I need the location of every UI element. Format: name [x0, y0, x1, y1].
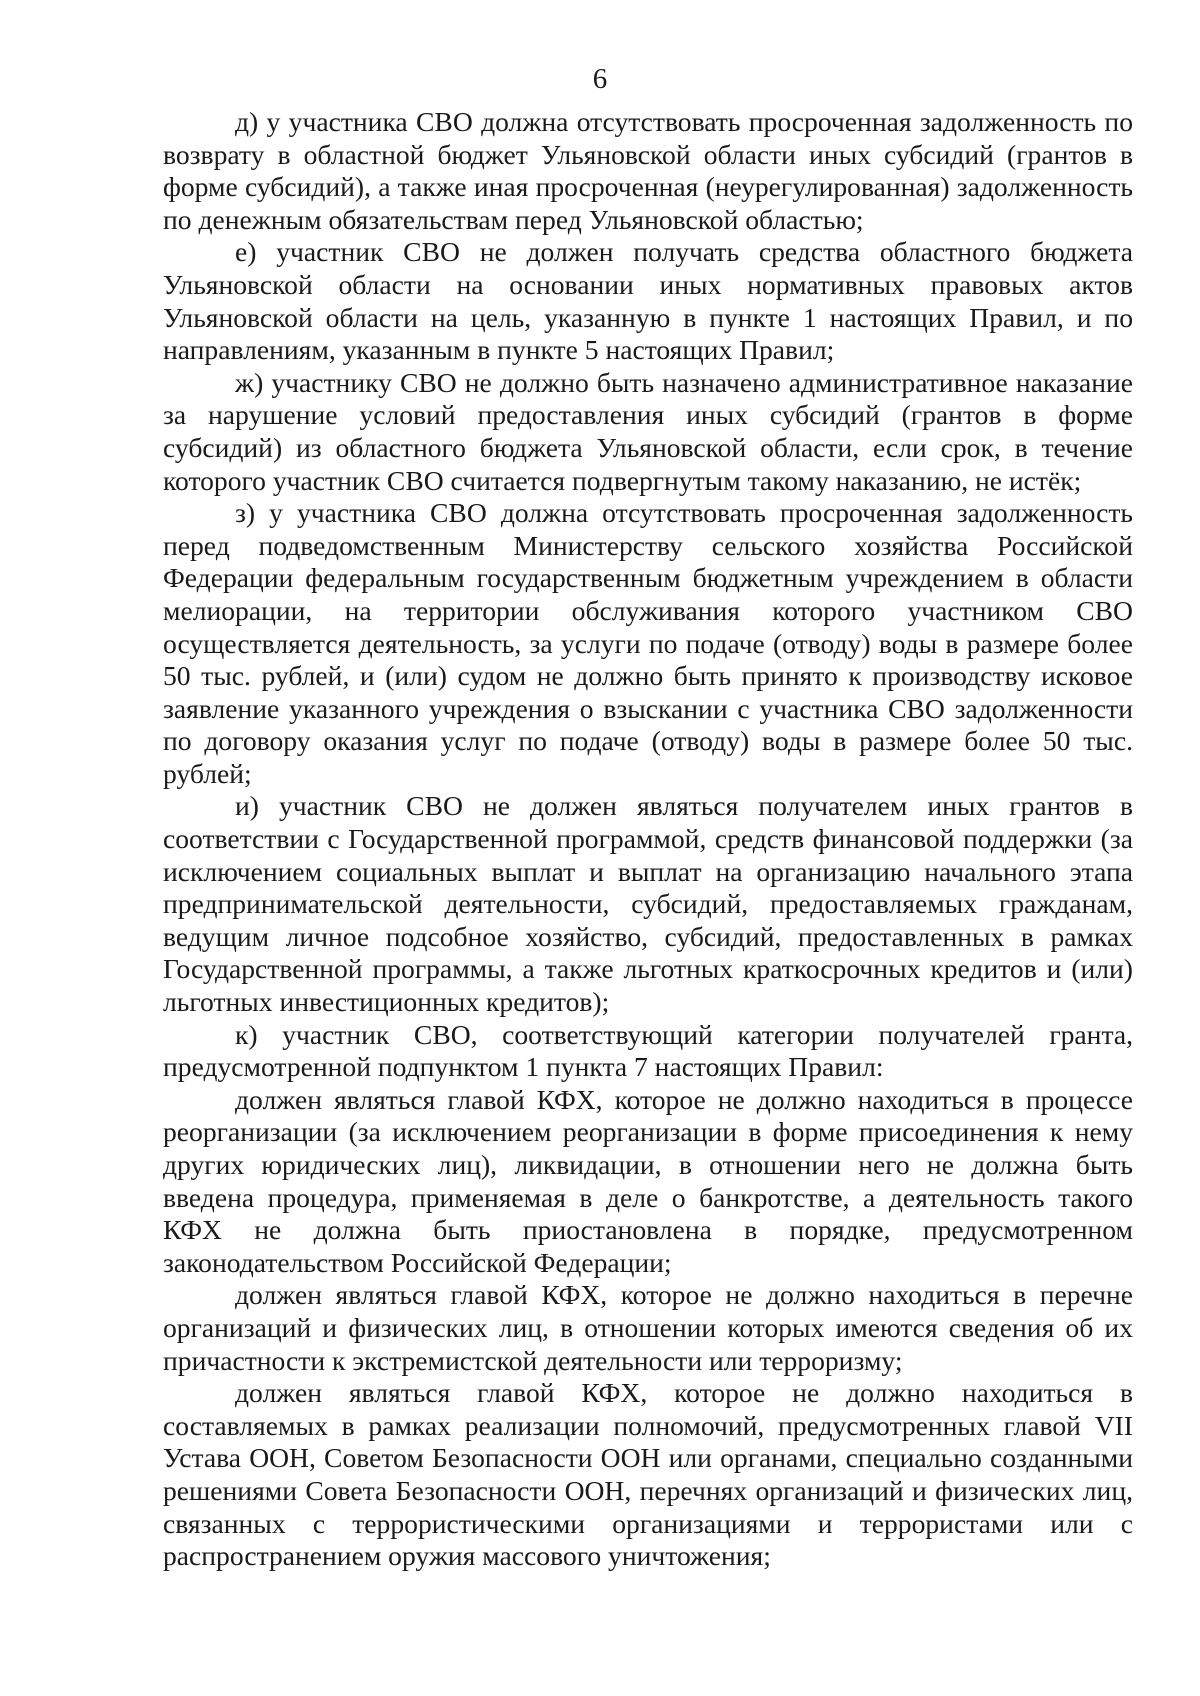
paragraph-k-item-1: должен являться главой КФХ, которое не должно находиться в процессе реорганизации (за исключением реорганизации в форме присоединения к нему других юридических лиц), ликвидации, в отношении него не должна быть введена процедура, применяемая в деле о банкротстве, а деятельность такого КФХ не должна быть приостановлена в порядке, предусмотренном законодательством Российской Федерации; [163, 1083, 1133, 1278]
document-body [163, 106, 1133, 1573]
paragraph-d: д) у участника СВО должна отсутствовать просроченная задолженность по возврату в областной бюджет Ульяновской области иных субсидий (грантов в форме субсидий), а также иная просроченная (неурегулированная) задолженность по денежным обязательствам перед Ульяновской областью; [163, 106, 1133, 235]
page-number: 6 [592, 63, 608, 95]
paragraph-z: з) у участника СВО должна отсутствовать просроченная задолженность перед подведомственным Министерству сельского хозяйства Российской Федерации федеральным государственным бюджетным учреждением в области мелиорации, на территории обслуживания которого участником СВО осуществляется деятельность, за услуги по подаче (отводу) воды в размере более 50 тыс. рублей, и (или) судом не должно быть принято к производству исковое заявление указанного учреждения о взыскании с участника СВО задолженности по договору оказания услуг по подаче (отводу) воды в размере более 50 тыс. рублей; [163, 497, 1133, 789]
paragraph-zh: ж) участнику СВО не должно быть назначено административное наказание за нарушение условий предоставления иных субсидий (грантов в форме субсидий) из областного бюджета Ульяновской области, если срок, в течение которого участник СВО считается подвергнутым такому наказанию, не истёк; [163, 366, 1133, 496]
paragraph-k: к) участник СВО, соответствующий категории получателей гранта, предусмотренной подпунктом 1 пункта 7 настоящих Правил: [163, 1018, 1133, 1083]
paragraph-k-item-3: должен являться главой КФХ, которое не должно находиться в составляемых в рамках реализации полномочий, предусмотренных главой VII Устава ООН, Советом Безопасности ООН или органами, специально созданными решениями Совета Безопасности ООН, перечнях организаций и физических лиц, связанных с террористическими организациями и террористами или с распространением оружия массового уничтожения; [163, 1377, 1133, 1572]
paragraph-e: е) участник СВО не должен получать средства областного бюджета Ульяновской области на основании иных нормативных правовых актов Ульяновской области на цель, указанную в пункте 1 настоящих Правил, и по направлениям, указанным в пункте 5 настоящих Правил; [163, 236, 1133, 366]
paragraph-i: и) участник СВО не должен являться получателем иных грантов в соответствии с Государственной программой, средств финансовой поддержки (за исключением социальных выплат и выплат на организацию начального этапа предпринимательской деятельности, субсидий, предоставляемых гражданам, ведущим личное подсобное хозяйство, субсидий, предоставленных в рамках Государственной программы, а также льготных краткосрочных кредитов и (или) льготных инвестиционных кредитов); [163, 790, 1133, 1018]
paragraph-k-item-2: должен являться главой КФХ, которое не должно находиться в перечне организаций и физических лиц, в отношении которых имеются сведения об их причастности к экстремистской деятельности или терроризму; [163, 1279, 1133, 1376]
